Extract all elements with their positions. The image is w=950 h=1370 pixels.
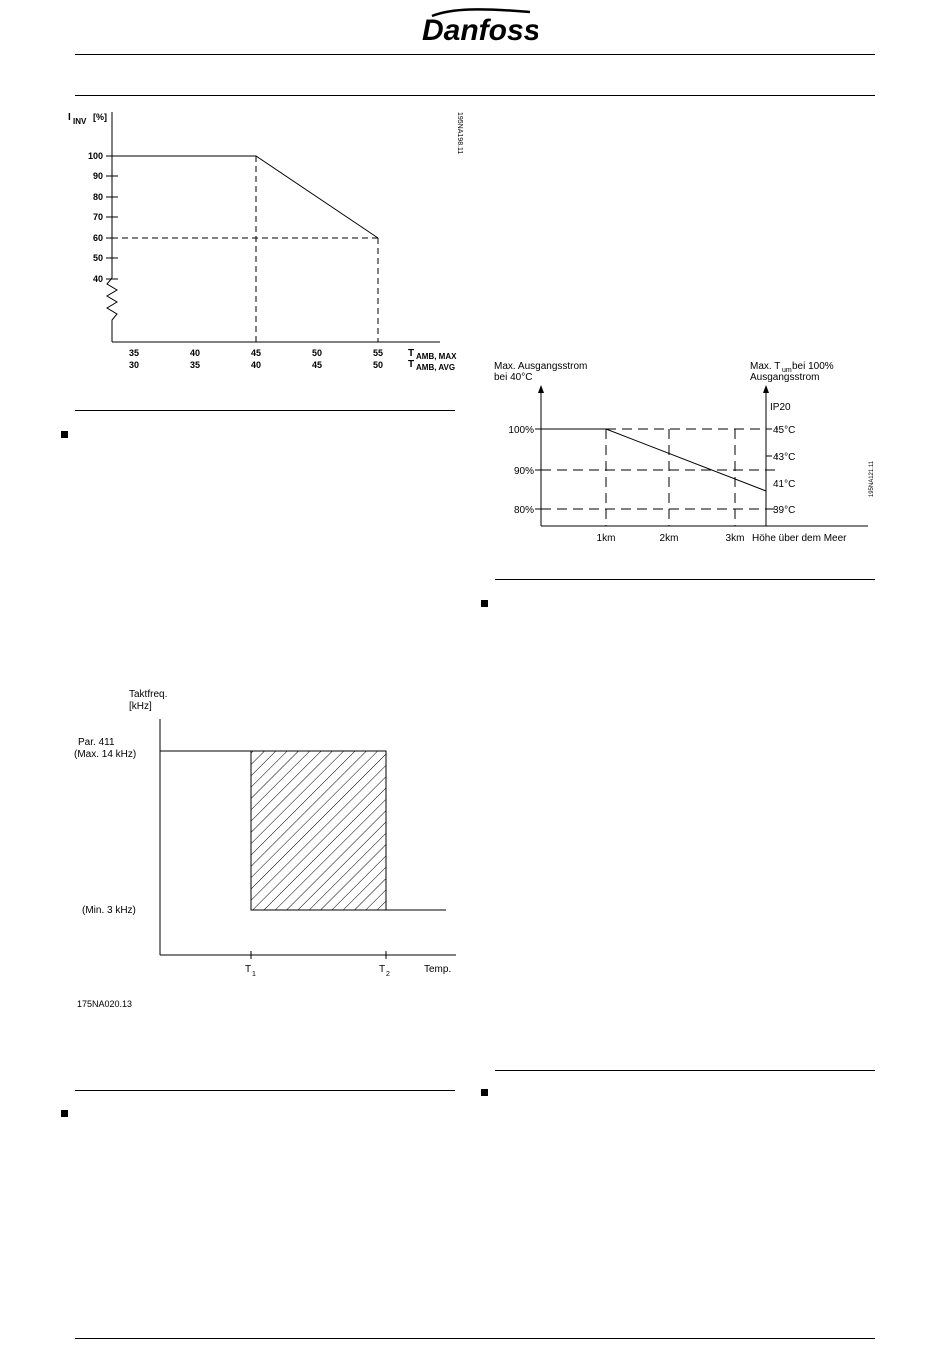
x-tick-avg-label: 50 xyxy=(372,360,384,370)
derating-temperature-chart xyxy=(60,100,470,390)
right-tick-label: 39°C xyxy=(773,505,796,516)
x-tick-avg-label: 30 xyxy=(128,360,140,370)
y-tick-label: 40 xyxy=(92,274,103,284)
y-tick-label: 90 xyxy=(92,171,103,181)
y-tick-label: 60 xyxy=(92,233,103,243)
right-title-b: bei 100% xyxy=(792,361,834,372)
section-bullet-2 xyxy=(481,600,488,607)
x-tick-label: 1km xyxy=(596,533,616,544)
x-tick-max-label: 35 xyxy=(128,348,140,358)
max-label-2: (Max. 14 kHz) xyxy=(74,749,137,760)
y-tick-label: 100 xyxy=(87,151,103,161)
logo-text: Danfoss xyxy=(422,14,538,47)
section-bullet-3 xyxy=(61,1110,68,1117)
y-tick-label: 50 xyxy=(92,253,103,263)
hatched-region xyxy=(251,751,386,910)
derating-curve xyxy=(112,156,378,238)
left-title-line1: Max. Ausgangsstrom xyxy=(494,361,588,372)
chart2-code: 195NA121.11 xyxy=(869,460,875,498)
x-tick-max-label: 45 xyxy=(250,348,262,358)
section-rule-1 xyxy=(75,410,455,411)
chart1-code: 195NA198.11 xyxy=(456,112,463,155)
section-bullet-4 xyxy=(481,1089,488,1096)
y-axis-label-unit: [%] xyxy=(93,112,107,122)
min-label: (Min. 3 kHz) xyxy=(82,905,136,916)
section-bullet-1 xyxy=(61,431,68,438)
freq-y-label-2: [kHz] xyxy=(129,701,152,712)
right-tick-label: 43°C xyxy=(773,452,796,463)
x-label-avg-sub: AMB, AVG xyxy=(416,363,456,372)
ip-rating: IP20 xyxy=(770,402,791,413)
section-rule-3 xyxy=(75,1090,455,1091)
right-tick-label: 45°C xyxy=(773,425,796,436)
right-title-line2: Ausgangsstrom xyxy=(750,372,820,383)
x-tick-max-label: 55 xyxy=(372,348,384,358)
y-tick-label: 70 xyxy=(92,212,103,222)
header-rule-bottom xyxy=(75,95,875,96)
x-tick-avg-label: 35 xyxy=(189,360,201,370)
t1-sub: 1 xyxy=(252,971,256,978)
left-tick-label: 90% xyxy=(513,466,534,477)
x-tick-max-label: 40 xyxy=(189,348,201,358)
freq-y-label-1: Taktfreq. xyxy=(129,689,168,700)
altitude-x-label: Höhe über dem Meer xyxy=(752,533,847,544)
altitude-derating-chart xyxy=(490,355,890,555)
altitude-curve xyxy=(541,429,766,491)
y-axis-label-main: I xyxy=(68,112,71,123)
max-label-1: Par. 411 xyxy=(78,737,115,748)
left-title-line2: bei 40°C xyxy=(494,372,533,383)
x-tick-label: 2km xyxy=(659,533,679,544)
x-label-max-sub: AMB, MAX xyxy=(416,352,457,361)
x-tick-max-label: 50 xyxy=(311,348,323,358)
x-label-avg-main: T xyxy=(408,359,415,370)
x-label-max-main: T xyxy=(408,348,415,359)
danfoss-logo xyxy=(412,4,538,57)
section-rule-2 xyxy=(495,579,875,580)
footer-rule xyxy=(75,1338,875,1339)
switching-frequency-chart xyxy=(70,685,470,1015)
t2-main: T xyxy=(379,964,386,975)
y-tick-label: 80 xyxy=(92,192,103,202)
freq-x-label: Temp. xyxy=(424,964,452,975)
t2-sub: 2 xyxy=(386,971,390,978)
y-axis-label-sub: INV xyxy=(73,117,87,126)
x-tick-avg-label: 45 xyxy=(311,360,323,370)
right-title-a: Max. T xyxy=(750,361,781,372)
left-tick-label: 80% xyxy=(513,505,534,516)
right-title-sub: um xyxy=(782,367,792,374)
header-rule-top xyxy=(75,54,875,55)
x-tick-label: 3km xyxy=(725,533,745,544)
left-tick-label: 100% xyxy=(508,425,534,436)
x-tick-avg-label: 40 xyxy=(250,360,262,370)
section-rule-4 xyxy=(495,1070,875,1071)
right-tick-label: 41°C xyxy=(773,479,796,490)
chart3-code: 175NA020.13 xyxy=(77,999,133,1009)
t1-main: T xyxy=(245,964,252,975)
